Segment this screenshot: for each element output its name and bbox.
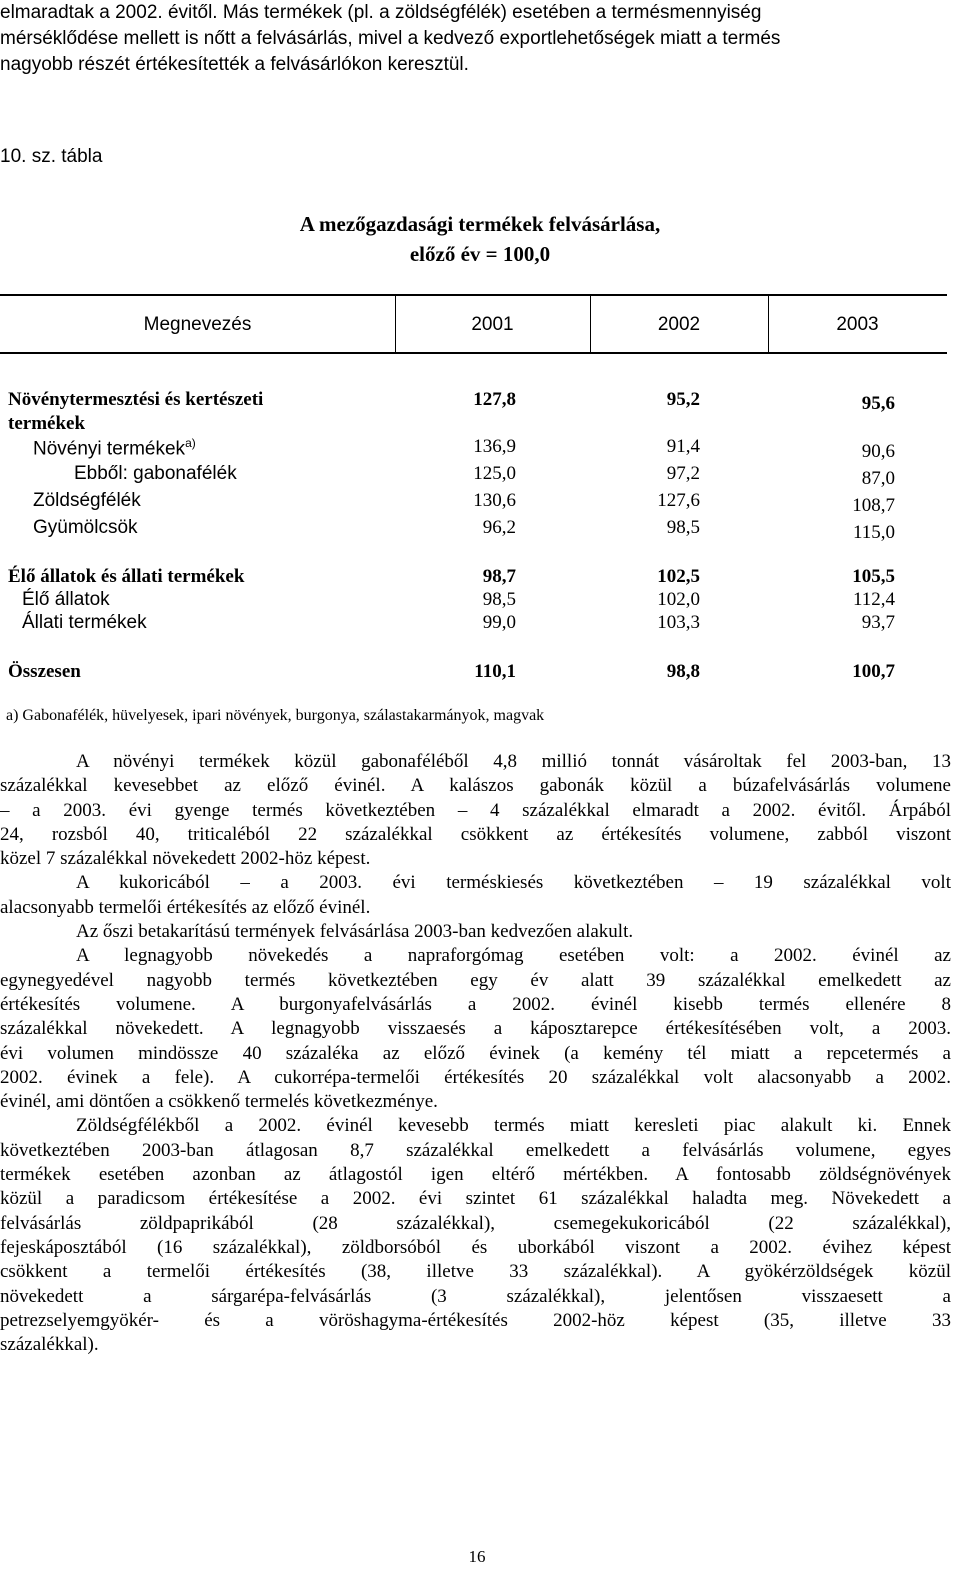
table-top-rule: [0, 294, 947, 296]
body-text-line: következtében 2003-ban átlagosan 8,7 százalékkal emelkedett a felvásárlás volumene, egyes: [0, 1139, 951, 1161]
intro-paragraph: [0, 0, 954, 78]
cell-2003: 87,0: [861, 468, 895, 489]
cell-2001: 136,9: [473, 436, 516, 457]
cell-2003: 95,6: [861, 393, 895, 414]
table-subtitle: előző év = 100,0: [409, 242, 551, 266]
page-number: 16: [468, 1547, 486, 1566]
cell-2003: 93,7: [861, 612, 895, 633]
cell-2002: 98,8: [666, 661, 700, 682]
body-text-line: termékek esetében azonban az átlagostól igen eltérő mértékben. A fontosabb zöldségnövények: [0, 1164, 951, 1186]
table-footnote: a) Gabonafélék, hüvelyesek, ipari növények, burgonya, szálastakarmányok, magvak: [6, 707, 545, 724]
table-header-bottom-rule: [0, 352, 947, 354]
body-text-line: alacsonyabb termelői értékesítés az előző évinél.: [0, 896, 371, 918]
cell-2002: 91,4: [666, 436, 700, 457]
cell-2002: 102,5: [657, 566, 700, 587]
row-label: Állati termékek: [22, 612, 147, 633]
cell-2003: 90,6: [861, 441, 895, 462]
cell-2001: 110,1: [474, 661, 516, 682]
row-label: Élő állatok és állati termékek: [8, 566, 245, 587]
cell-2001: 96,2: [482, 517, 516, 538]
body-text-line: A kukoricából – a 2003. évi terméskiesés következtében – 19 százalékkal volt: [76, 872, 951, 894]
column-header-2001: 2001: [471, 314, 514, 335]
column-header-name: Megnevezés: [143, 314, 252, 335]
body-text-line: százalékkal).: [0, 1334, 99, 1356]
row-label-total: Összesen: [8, 661, 81, 682]
body-text-line: Zöldségfélékből a 2002. évinél kevesebb termés miatt keresleti piac alakult ki. Ennek: [76, 1115, 951, 1137]
body-text-line: 2002. évinek a fele). A cukorrépa-termelői értékesítés 20 százalékkal volt alacsonyabb a 2002.: [0, 1066, 951, 1088]
body-text-line: százalékkal kevesebbet az előző évinél. A kalászos gabonák közül a búzafelvásárlás volumene: [0, 775, 951, 797]
footnote-marker: a): [185, 436, 196, 450]
cell-2002: 98,5: [666, 517, 700, 538]
cell-2002: 95,2: [666, 389, 700, 410]
body-text-line: 24, rozsból 40, triticaléból 22 százalékkal csökkent az értékesítés volumene, zabból viszont: [0, 823, 951, 845]
body-text-line: fejeskáposztából (16 százalékkal), zöldborsóból és uborkából viszont a 2002. évihez képest: [0, 1236, 951, 1258]
body-text-line: A legnagyobb növekedés a napraforgómag esetében volt: a 2002. évinél az: [76, 945, 951, 967]
body-text-line: közül a paradicsom értékesítése a 2002. évi szintet 61 százalékkal haladta meg. Növekedett a: [0, 1188, 951, 1210]
body-text-line: százalékkal növekedett. A legnagyobb visszaesés a káposztarepce értékesítésében volt, a 2003.: [0, 1018, 951, 1040]
body-text-line: egynegyedével nagyobb termés következtében egy év alatt 39 százalékkal emelkedett az: [0, 969, 951, 991]
body-paragraphs: [0, 750, 951, 1357]
cell-2001: 127,8: [473, 389, 516, 410]
cell-2003: 112,4: [852, 589, 895, 610]
row-label: Ebből: gabonafélék: [74, 463, 237, 484]
cell-2003: 115,0: [852, 522, 895, 543]
row-label: Gyümölcsök: [33, 517, 138, 538]
body-text-line: növekedett a sárgarépa-felvásárlás (3 százalékkal), jelentősen visszaesett a: [0, 1285, 951, 1307]
cell-2003: 108,7: [852, 495, 895, 516]
body-text-line: csökkent a termelői értékesítés (38, illetve 33 százalékkal). A gyökérzöldségek közül: [0, 1261, 951, 1283]
cell-2002: 103,3: [657, 612, 700, 633]
cell-2001: 125,0: [473, 463, 516, 484]
row-label: Zöldségfélék: [33, 490, 141, 511]
body-text-line: értékesítés volumene. A burgonyafelvásárlás a 2002. évinél kisebb termés ellenére 8: [0, 993, 951, 1015]
body-text-line: felvásárlás zöldpaprikából (28 százalékkal), csemegekukoricából (22 százalékkal),: [0, 1212, 951, 1234]
cell-2002: 127,6: [657, 490, 700, 511]
intro-line: nagyobb részét értékesítették a felvásárlókon keresztül.: [0, 54, 469, 75]
column-header-2002: 2002: [657, 314, 701, 335]
body-text-line: A növényi termékek közül gabonaféléből 4,8 millió tonnát vásároltak fel 2003-ban, 13: [76, 751, 951, 772]
table-number: 10. sz. tábla: [0, 146, 103, 167]
row-label-continuation: termékek: [8, 413, 86, 434]
cell-2001: 99,0: [482, 612, 516, 633]
intro-line: mérséklődése mellett is nőtt a felvásárlás, mivel a kedvező exportlehetőségek miatt a termés: [0, 28, 781, 49]
cell-2002: 102,0: [657, 589, 700, 610]
cell-2003: 105,5: [852, 566, 895, 587]
cell-2002: 97,2: [666, 463, 700, 484]
body-text-line: évi volumen mindössze 40 százaléka az előző évinek (a kemény tél miatt a repcetermés a: [0, 1042, 951, 1064]
cell-2001: 98,5: [482, 589, 516, 610]
row-label: Élő állatok: [22, 589, 110, 610]
cell-2003: 100,7: [852, 661, 895, 682]
body-text-line: petrezselyemgyökér- és a vöröshagyma-értékesítés 2002-höz képest (35, illetve 33: [0, 1309, 951, 1331]
row-label-text: Növényi termékek: [33, 438, 186, 460]
row-label: [33, 436, 196, 460]
intro-line: elmaradtak a 2002. évitől. Más termékek (pl. a zöldségfélék) esetében a termésmennyiség: [0, 2, 762, 23]
body-text-line: közel 7 százalékkal növekedett 2002-höz képest.: [0, 848, 371, 870]
body-text-line: – a 2003. évi gyenge termés következtében – 4 százalékkal elmaradt a 2002. évitől. Árpából: [0, 799, 951, 821]
row-label: Növénytermesztési és kertészeti: [8, 389, 264, 410]
cell-2001: 130,6: [473, 490, 516, 511]
table-title: A mezőgazdasági termékek felvásárlása,: [299, 212, 661, 236]
column-header-2003: 2003: [836, 314, 879, 335]
cell-2001: 98,7: [482, 566, 516, 587]
body-text-line: Az őszi betakarítású termények felvásárlása 2003-ban kedvezően alakult.: [76, 921, 634, 943]
body-text-line: évinél, ami döntően a csökkenő termelés következménye.: [0, 1091, 438, 1113]
